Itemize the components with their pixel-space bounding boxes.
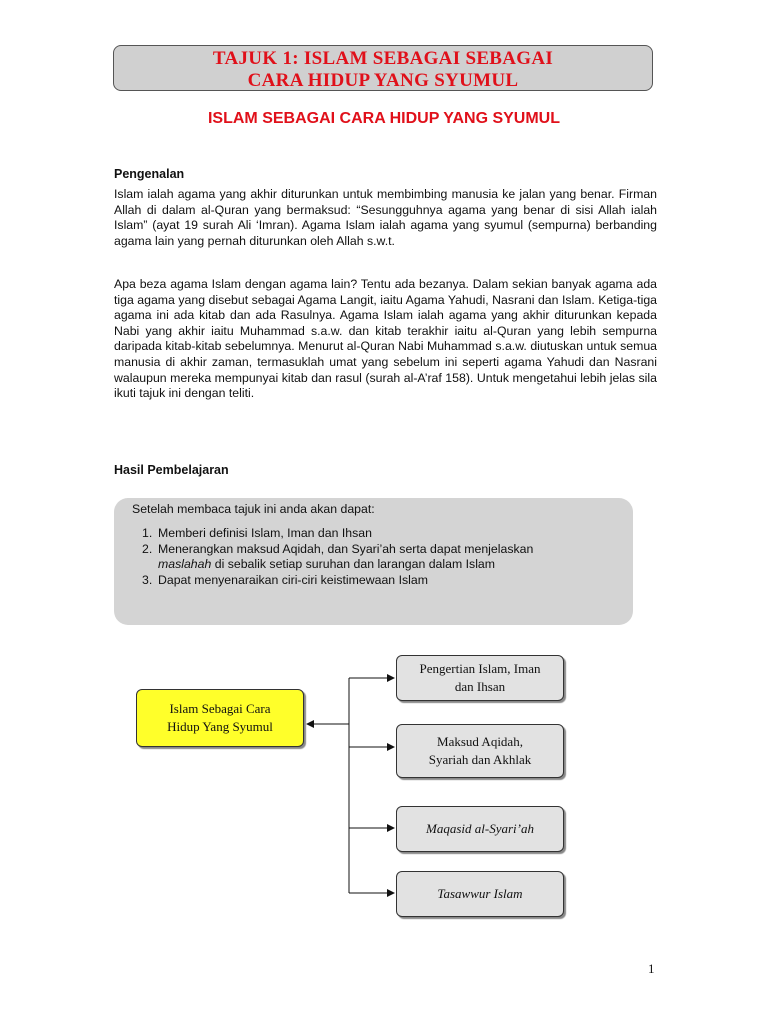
- outcome-italic-term: maslahah: [158, 557, 212, 572]
- root-node-line-2: Hidup Yang Syumul: [167, 719, 273, 734]
- diagram-branch-node: [396, 724, 564, 778]
- outcome-number: 2.: [142, 541, 153, 556]
- diagram-branch-node: [396, 655, 564, 701]
- outcome-number: 3.: [142, 572, 153, 587]
- branch-node-line-1: Tasawwur Islam: [437, 886, 523, 901]
- outcome-text: Menerangkan maksud Aqidah, dan Syari’ah serta dapat menjelaskan: [158, 541, 534, 556]
- diagram-branch-node: [396, 871, 564, 917]
- page-number: 1: [648, 961, 655, 976]
- intro-heading: Pengenalan: [114, 167, 185, 181]
- branch-node-line-1: Pengertian Islam, Iman: [419, 661, 541, 676]
- title-line-1: TAJUK 1: ISLAM SEBAGAI SEBAGAI: [212, 48, 554, 69]
- diagram-branch-node: [396, 806, 564, 852]
- branch-node-line-2: dan Ihsan: [454, 679, 506, 694]
- outcomes-heading: Hasil Pembelajaran: [114, 463, 229, 477]
- outcome-text: Dapat menyenaraikan ciri-ciri keistimewaan Islam: [158, 572, 428, 587]
- diagram-root-node: [136, 689, 304, 747]
- title-line-2: CARA HIDUP YANG SYUMUL: [247, 70, 519, 91]
- intro-paragraph-2: Apa beza agama Islam dengan agama lain? Tentu ada bezanya. Dalam sekian banyak agama ada tiga agama yang disebut sebagai Agama Langit, iaitu Agama Yahudi, Nasrani dan Islam. Ketiga-tiga agama ini ada kitab dan ada Rasulnya. Agama Islam ialah agama yang akhir diturunkan kepada Nabi yang akhir iaitu Muhammad s.a.w. dan kitab terakhir iaitu al-Quran yang lebih sempurna daripada kitab-kitab sebelumnya. Menurut al-Quran Nabi Muhammad s.a.w. diutuskan untuk semua manusia di akhir zaman, termasuklah umat yang sebelum ini seperti agama Yahudi dan Nasrani walaupun mereka mempunyai kitab dan rasul (surah al-A’raf 158). Untuk mengetahui lebih jelas sila ikuti tajuk ini dengan teliti.: [114, 277, 657, 401]
- branch-node-line-2: Syariah dan Akhlak: [428, 752, 532, 767]
- outcome-text-cont: di sebalik setiap suruhan dan larangan dalam Islam: [211, 557, 496, 572]
- outcomes-intro: Setelah membaca tajuk ini anda akan dapat:: [132, 502, 375, 516]
- subtitle: ISLAM SEBAGAI CARA HIDUP YANG SYUMUL: [207, 110, 561, 127]
- intro-paragraph-1: Islam ialah agama yang akhir diturunkan untuk membimbing manusia ke jalan yang benar. Firman Allah di dalam al-Quran yang bermaksud: “Sesungguhnya agama yang benar di sisi Allah ialah Islam” (ayat 19 surah Ali ‘Imran). Agama Islam ialah agama yang syumul (sempurna) berbanding agama lain yang pernah diturunkan oleh Allah s.w.t.: [114, 187, 657, 248]
- outcome-text: Memberi definisi Islam, Iman dan Ihsan: [158, 526, 372, 540]
- root-node-line-1: Islam Sebagai Cara: [169, 701, 271, 716]
- branch-node-line-1: Maqasid al-Syari’ah: [426, 821, 534, 836]
- outcome-number: 1.: [142, 526, 153, 540]
- branch-node-line-1: Maksud Aqidah,: [437, 734, 523, 749]
